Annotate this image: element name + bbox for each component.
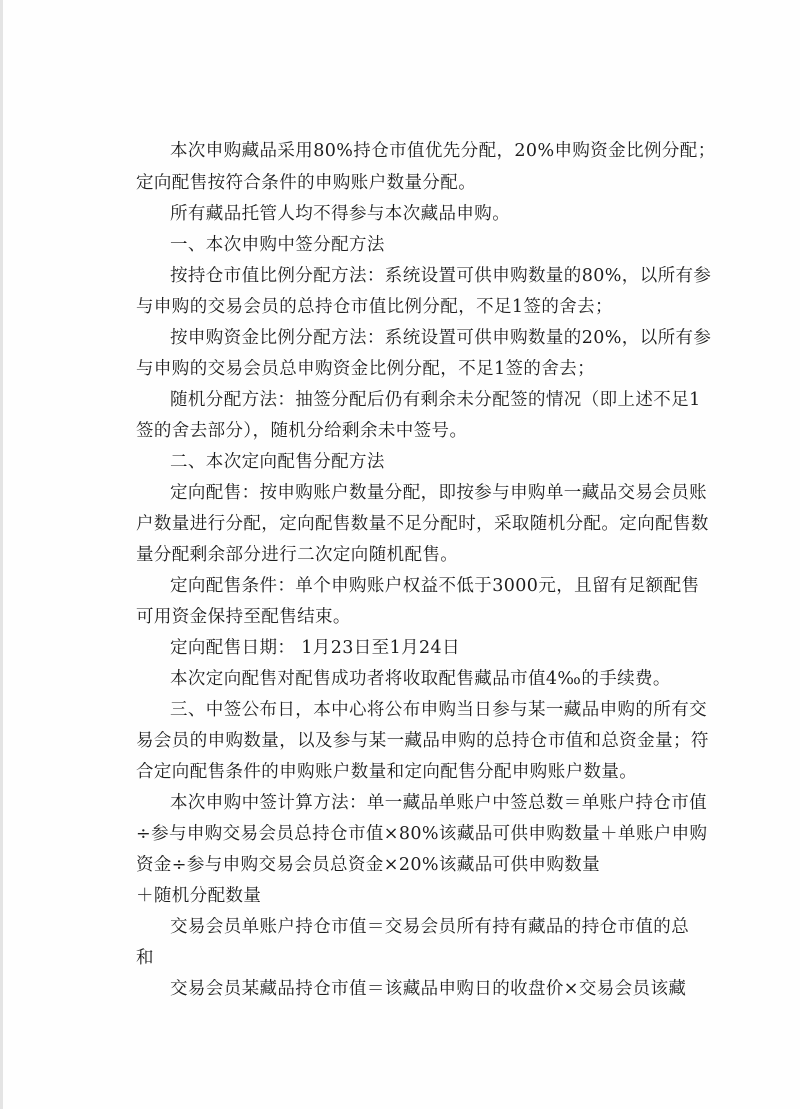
- paragraph-line: 按持仓市值比例分配方法：系统设置可供申购数量的80%，以所有参: [170, 266, 712, 286]
- paragraph-line: 交易会员某藏品持仓市值＝该藏品申购日的收盘价×交易会员该藏: [170, 979, 687, 999]
- paragraph-line: 与申购的交易会员的总持仓市值比例分配，不足1签的舍去；: [136, 297, 613, 317]
- section-heading: 一、本次申购中签分配方法: [170, 235, 385, 255]
- paragraph-line: 定向配售按符合条件的申购账户数量分配。: [136, 173, 477, 193]
- paragraph-line: 按申购资金比例分配方法：系统设置可供申购数量的20%，以所有参: [170, 328, 712, 348]
- paragraph-line: 定向配售：按申购账户数量分配，即按参与申购单一藏品交易会员账: [170, 483, 707, 503]
- paragraph-line: ＋随机分配数量: [136, 886, 262, 906]
- paragraph-line: 交易会员单账户持仓市值＝交易会员所有持有藏品的持仓市值的总: [170, 917, 690, 937]
- paragraph-line: 所有藏品托管人均不得参与本次藏品申购。: [170, 204, 511, 224]
- paragraph-line: 签的舍去部分），随机分给剩余未中签号。: [136, 421, 468, 441]
- paragraph-line: ÷参与申购交易会员总持仓市值×80%该藏品可供申购数量＋单账户申购: [136, 824, 708, 844]
- paragraph-line: 本次申购中签计算方法：单一藏品单账户中签总数＝单账户持仓市值: [170, 793, 707, 813]
- paragraph-line: 量分配剩余部分进行二次定向随机配售。: [136, 545, 459, 565]
- paragraph-line: 易会员的申购数量，以及参与某一藏品申购的总持仓市值和总资金量；符: [136, 731, 709, 751]
- paragraph-line: 与申购的交易会员总申购资金比例分配，不足1签的舍去；: [136, 359, 596, 379]
- section-heading: 二、本次定向配售分配方法: [170, 452, 385, 472]
- paragraph-line: 本次申购藏品采用80%持仓市值优先分配，20%申购资金比例分配；: [170, 141, 716, 161]
- paragraph-line: 定向配售日期： 1月23日至1月24日: [170, 638, 460, 658]
- scan-edge: [0, 0, 3, 1109]
- paragraph-line: 资金÷参与申购交易会员总资金×20%该藏品可供申购数量: [136, 855, 601, 875]
- paragraph-line: 定向配售条件：单个申购账户权益不低于3000元，且留有足额配售: [170, 576, 700, 596]
- paragraph-line: 户数量进行分配，定向配售数量不足分配时，采取随机分配。定向配售数: [136, 514, 709, 534]
- paragraph-line: 随机分配方法：抽签分配后仍有剩余未分配签的情况（即上述不足1: [170, 390, 701, 410]
- section-heading: 三、中签公布日，本中心将公布申购当日参与某一藏品申购的所有交: [170, 700, 707, 720]
- paragraph-line: 和: [136, 948, 154, 968]
- paragraph-line: 可用资金保持至配售结束。: [136, 607, 351, 627]
- paragraph-line: 本次定向配售对配售成功者将收取配售藏品市值4‰的手续费。: [170, 669, 671, 689]
- paragraph-line: 合定向配售条件的申购账户数量和定向配售分配申购账户数量。: [136, 762, 638, 782]
